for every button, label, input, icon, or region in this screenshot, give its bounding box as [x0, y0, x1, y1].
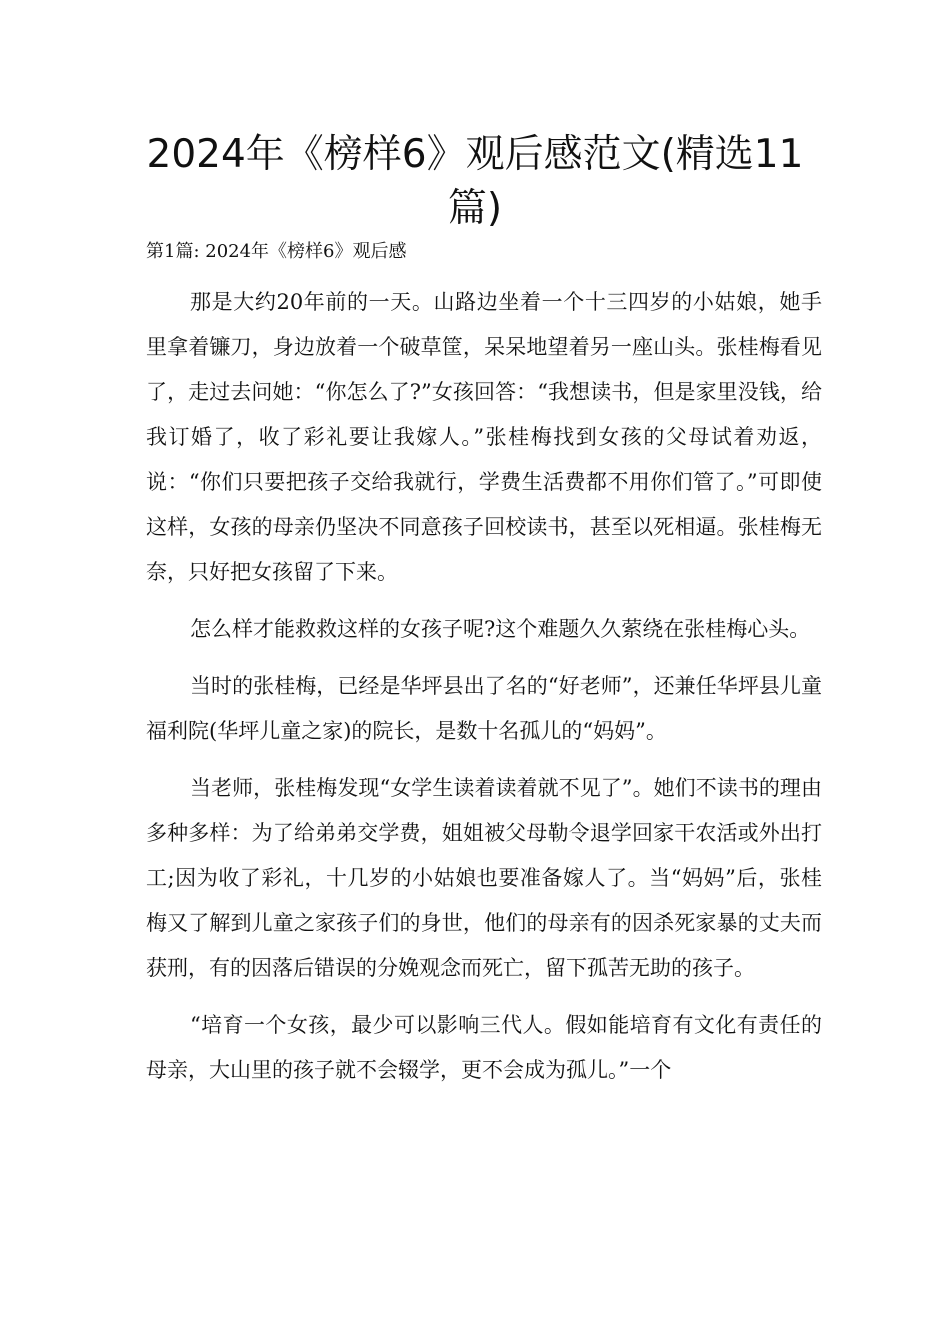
- paragraph: 当老师，张桂梅发现“女学生读着读着就不见了”。她们不读书的理由多种多样：为了给弟弟交学费，姐姐被父母勒令退学回家干农活或外出打工;因为收了彩礼，十几岁的小姑娘也要准备嫁人了。当“妈妈”后，张桂梅又了解到儿童之家孩子们的身世，他们的母亲有的因杀死家暴的丈夫而获刑，有的因落后错误的分娩观念而死亡，留下孤苦无助的孩子。: [146, 776, 822, 980]
- paragraph: 那是大约20年前的一天。山路边坐着一个十三四岁的小姑娘，她手里拿着镰刀，身边放着一个破草筐，呆呆地望着另一座山头。张桂梅看见了，走过去问她：“你怎么了?”女孩回答：“我想读书，但是家里没钱，给我订婚了，收了彩礼要让我嫁人。”张桂梅找到女孩的父母试着劝返，说：“你们只要把孩子交给我就行，学费生活费都不用你们管了。”可即使这样，女孩的母亲仍坚决不同意孩子回校读书，甚至以死相逼。张桂梅无奈，只好把女孩留了下来。: [146, 290, 822, 584]
- document-title: 2024年《榜样6》观后感范文(精选11篇): [146, 132, 804, 231]
- paragraph: 怎么样才能救救这样的女孩子呢?这个难题久久萦绕在张桂梅心头。: [190, 617, 811, 641]
- article-body: [146, 280, 822, 1105]
- paragraph: 当时的张桂梅，已经是华坪县出了名的“好老师”，还兼任华坪县儿童福利院(华坪儿童之家)的院长，是数十名孤儿的“妈妈”。: [146, 674, 822, 743]
- section-heading: 第1篇: 2024年《榜样6》观后感: [146, 241, 407, 262]
- paragraph: “培育一个女孩，最少可以影响三代人。假如能培育有文化有责任的母亲，大山里的孩子就不会辍学，更不会成为孤儿。”一个: [146, 1013, 822, 1082]
